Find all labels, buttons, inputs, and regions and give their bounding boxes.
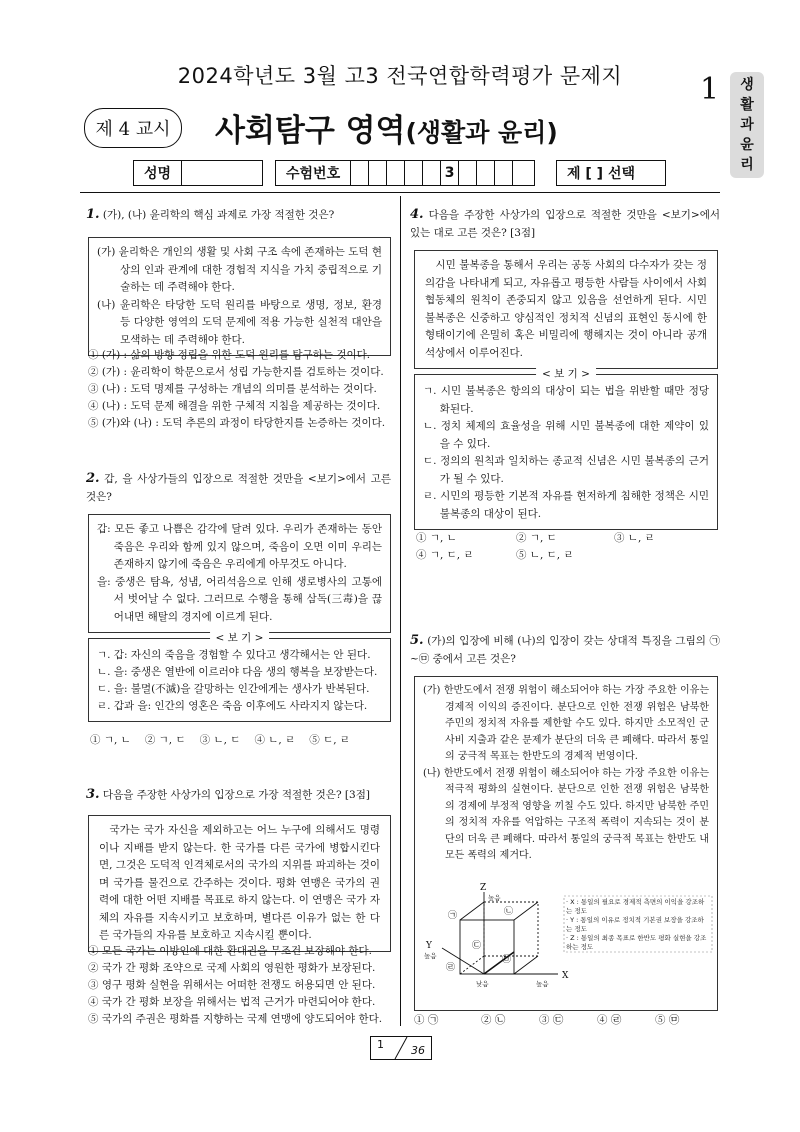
- question-number: 5.: [410, 633, 424, 648]
- passage-item: (나) 한반도에서 전쟁 위험이 해소되어야 하는 가장 주요한 이유는 적극적 평화의 실현이다. 분단으로 인한 전쟁 위험은 남북한의 경제에 부정적 영향을 끼칠 수도 있다. 하지만 남북한 주민의 정치적 자유를 억압하는 구조적 폭력이 지속되는 것이 분단의 더욱 큰 폐해다. 따라서 통일의 궁극적 목표는 한반도 내 모든 폭력의 제거다.: [423, 767, 709, 861]
- exam-number-cell[interactable]: [459, 161, 477, 185]
- side-tab-char: 과: [740, 117, 754, 133]
- exam-number-digit: 3: [441, 161, 459, 185]
- question-number: 1.: [86, 207, 100, 222]
- question-text: 다음을 주장한 사상가의 입장으로 가장 적절한 것은? [3점]: [102, 789, 370, 801]
- passage-item: 을: 중생은 탐욕, 성냄, 어리석음으로 인해 생로병사의 고통에서 벗어날 수 없다. 그러므로 수행을 통해 삼독(三毒)을 끊어내면 해탈의 경지에 이르게 된다.: [97, 575, 382, 623]
- question-3-options: [88, 943, 393, 1028]
- answer-option[interactable]: ③ ㄴ, ㄷ: [199, 734, 241, 746]
- answer-option[interactable]: ⑤ ㄴ, ㄷ, ㄹ: [516, 549, 574, 561]
- question-2-bogi: [88, 632, 391, 722]
- answer-option[interactable]: ② 국가 간 평화 조약으로 국제 사회의 영원한 평화가 보장된다.: [88, 962, 376, 974]
- exam-number-cell[interactable]: [387, 161, 405, 185]
- answer-option[interactable]: ⑤ 국가의 주권은 평화를 지향하는 국제 연맹에 양도되어야 한다.: [88, 1013, 383, 1025]
- question-3-stem: [86, 786, 391, 804]
- exam-title: 2024학년도 3월 고3 전국연합학력평가 문제지: [177, 64, 623, 88]
- answer-option[interactable]: ② ㄱ, ㄷ: [516, 532, 557, 544]
- question-5-stem: [410, 632, 720, 668]
- footer-total: 36: [411, 1044, 425, 1057]
- side-tab-char: 활: [740, 97, 754, 113]
- question-text: 갑, 을 사상가들의 입장으로 적절한 것만을 <보기>에서 고른 것은?: [86, 473, 391, 503]
- answer-option[interactable]: ① (가) : 삶의 방향 정립을 위한 도덕 원리를 탐구하는 것이다.: [88, 349, 371, 361]
- legend-item: · X : 통일의 필요로 경제적 측면의 이익을 강조하는 정도: [566, 898, 705, 915]
- answer-option[interactable]: ⑤ ㉤: [655, 1014, 680, 1026]
- side-tab-char: 생: [740, 77, 754, 93]
- answer-option[interactable]: ④ 국가 간 평화 보장을 위해서는 법적 근거가 마련되어야 한다.: [88, 996, 376, 1008]
- bogi-item: ㄱ. 시민 불복종은 항의의 대상이 되는 법을 위반할 때만 정당화된다.: [423, 385, 709, 415]
- question-number: 3.: [86, 787, 100, 802]
- choice-label: 제 [ ] 선택: [567, 166, 635, 182]
- question-1-passage: [88, 237, 391, 356]
- column-divider: [400, 196, 401, 1026]
- exam-number-cell[interactable]: [369, 161, 387, 185]
- page-footer: [370, 1036, 432, 1060]
- answer-option[interactable]: ① ㉠: [414, 1014, 439, 1026]
- point-label: ㉢: [472, 941, 482, 951]
- answer-option[interactable]: ③ 영구 평화 실현을 위해서는 어떠한 전쟁도 허용되면 안 된다.: [88, 979, 376, 991]
- answer-option[interactable]: ② ㄱ, ㄷ: [144, 734, 186, 746]
- exam-number-cell[interactable]: [495, 161, 513, 185]
- bogi-item: ㄷ. 을: 불멸(不滅)을 갈망하는 인간에게는 생사가 반복된다.: [97, 683, 370, 695]
- axis-low-label: 낮음: [476, 980, 489, 988]
- question-text: (가)의 입장에 비해 (나)의 입장이 갖는 상대적 특징을 그림의 ㉠~㉤ 중에서 고른 것은?: [410, 635, 720, 665]
- exam-number-cell[interactable]: [405, 161, 423, 185]
- question-4-passage: 시민 불복종을 통해서 우리는 공동 사회의 다수자가 갖는 정의감을 나타내게 되고, 자유롭고 평등한 사람들 사이에서 사회 협동체의 원칙이 존중되지 않고 있음을 선언하게 된다. 시민 불복종은 신중하고 양심적인 정치적 신념의 표현인 동시에 한 형태이기에 은밀히 혹은 비밀리에 행해지는 것이 아니라 공개 석상에서 이루어진다.: [414, 250, 718, 369]
- choice-field[interactable]: [556, 160, 666, 186]
- axis-label-y: Y: [426, 941, 432, 951]
- answer-option[interactable]: ③ ㉢: [539, 1014, 564, 1026]
- bogi-item: ㄹ. 갑과 을: 인간의 영혼은 죽음 이후에도 사라지지 않는다.: [97, 700, 368, 712]
- answer-option[interactable]: ② ㉡: [481, 1014, 506, 1026]
- legend-item: · Z : 통일의 최종 목표로 한반도 평화 실현을 강조하는 정도: [566, 934, 707, 951]
- answer-option[interactable]: ⑤ ㄷ, ㄹ: [309, 734, 351, 746]
- figure-legend: [566, 898, 710, 952]
- axis-label-x: X: [562, 971, 569, 981]
- answer-option[interactable]: ③ ㄴ, ㄹ: [614, 532, 655, 544]
- subject-side-tab: [730, 72, 764, 178]
- name-input[interactable]: [182, 161, 262, 185]
- question-4-options: [416, 530, 716, 564]
- axis-high-label: 높음: [488, 894, 501, 902]
- point-label: ㉤: [502, 955, 512, 965]
- name-field[interactable]: [133, 160, 263, 186]
- exam-number-cell[interactable]: [513, 161, 534, 185]
- question-5-options: [414, 1012, 714, 1029]
- question-4-bogi: [414, 368, 718, 530]
- point-label: ㉡: [504, 907, 514, 917]
- question-text: (가), (나) 윤리학의 핵심 과제로 가장 적절한 것은?: [102, 209, 335, 221]
- question-2-stem: [86, 470, 391, 506]
- session-badge: 제 4 교시: [84, 108, 182, 148]
- question-2-passage: [88, 514, 391, 633]
- axis-high-label: 높음: [536, 980, 549, 988]
- question-number: 4.: [410, 207, 424, 222]
- bogi-item: ㄱ. 갑: 자신의 죽음을 경험할 수 있다고 생각해서는 안 된다.: [97, 649, 371, 661]
- side-tab-char: 윤: [740, 137, 754, 153]
- answer-option[interactable]: ① ㄱ, ㄴ: [90, 734, 131, 746]
- exam-number-cell[interactable]: [423, 161, 441, 185]
- question-3-passage: 국가는 국가 자신을 제외하고는 어느 누구에 의해서도 명령이나 지배를 받지 않는다. 한 국가를 다른 국가에 병합시킨다면, 그것은 도덕적 인격체로서의 국가의 지위를 파괴하는 것이며 국가를 물건으로 간주하는 것이다. 평화 연맹은 국가의 권력에 대한 어떤 지배를 목표로 하지 않는다. 이 연맹은 국가 자체의 자유를 지속시키고 보호하며, 별다른 이유가 없는 한 다른 국가들의 자유를 보호하고 지속시킬 뿐이다.: [88, 815, 391, 952]
- legend-item: · Y : 통일의 이유로 정치적 기본권 보장을 강조하는 정도: [566, 916, 704, 933]
- axis-label-z: Z: [480, 883, 487, 893]
- answer-option[interactable]: ③ (나) : 도덕 명제를 구성하는 개념의 의미를 분석하는 것이다.: [88, 383, 377, 395]
- question-4-stem: [410, 206, 720, 242]
- point-label: ㉣: [446, 963, 456, 973]
- bogi-item: ㄹ. 시민의 평등한 기본적 자유를 현저하게 침해한 정책은 시민 불복종의 대상이 된다.: [423, 490, 709, 520]
- question-number: 2.: [86, 471, 100, 486]
- exam-number-field[interactable]: [275, 160, 535, 186]
- answer-option[interactable]: ① ㄱ, ㄴ: [416, 532, 457, 544]
- answer-option[interactable]: ④ ㄱ, ㄷ, ㄹ: [416, 549, 474, 561]
- passage-item: 갑: 모든 좋고 나쁨은 감각에 달려 있다. 우리가 존재하는 동안 죽음은 우리와 함께 있지 않으며, 죽음이 오면 이미 우리는 존재하지 않기에 죽음은 우리에게 아무것도 아니다.: [97, 523, 382, 570]
- question-1-stem: [86, 206, 391, 224]
- axis-high-label: 높음: [424, 952, 437, 960]
- answer-option[interactable]: ② (가) : 윤리학이 학문으로서 성립 가능한지를 검토하는 것이다.: [88, 366, 384, 378]
- exam-number-cell[interactable]: [351, 161, 369, 185]
- bogi-label: < 보 기 >: [210, 630, 270, 648]
- answer-option[interactable]: ⑤ (가)와 (나) : 도덕 추론의 과정이 타당한지를 논증하는 것이다.: [88, 417, 386, 429]
- bogi-item: ㄷ. 정의의 원칙과 일치하는 종교적 신념은 시민 불복종의 근거가 될 수 있다.: [423, 455, 709, 485]
- name-label: 성명: [134, 161, 182, 185]
- footer-page: 1: [377, 1038, 384, 1051]
- answer-option[interactable]: ① 모든 국가는 이방인에 대한 환대권을 무조건 보장해야 한다.: [88, 945, 372, 957]
- point-label: ㉠: [448, 911, 458, 921]
- answer-option[interactable]: ④ ㉣: [597, 1014, 622, 1026]
- subject-main: 사회탐구 영역: [215, 113, 406, 149]
- answer-option[interactable]: ④ (나) : 도덕 문제 해결을 위한 구체적 지침을 제공하는 것이다.: [88, 400, 381, 412]
- question-1-options: [88, 347, 393, 432]
- side-tab-char: 리: [740, 157, 754, 173]
- passage-item: (가) 한반도에서 전쟁 위험이 해소되어야 하는 가장 주요한 이유는 경제적 이익의 증진이다. 분단으로 인한 전쟁 위험은 남북한 주민의 정치적 자유를 제한할 수도 있다. 하지만 소모적인 군사비 지출과 같은 문제가 분단의 더욱 큰 폐해다. 따라서 통일의 궁극적 목표는 한반도의 경제적 번영이다.: [423, 685, 709, 762]
- exam-number-label: 수험번호: [276, 161, 351, 185]
- passage-item: (가) 윤리학은 개인의 생활 및 사회 구조 속에 존재하는 도덕 현상의 인과 관계에 대한 경험적 지식을 가치 중립적으로 기술하는 데 주력해야 한다.: [97, 246, 383, 293]
- passage-item: (나) 윤리학은 타당한 도덕 원리를 바탕으로 생명, 정보, 환경 등 다양한 영역의 도덕 문제에 적용 가능한 실천적 대안을 모색하는 데 주력해야 한다.: [97, 298, 382, 346]
- subject-sub: (생활과 윤리): [405, 118, 558, 147]
- answer-option[interactable]: ④ ㄴ, ㄹ: [254, 734, 296, 746]
- subject-title: [215, 105, 558, 150]
- header-rule: [80, 192, 720, 193]
- question-2-options: [90, 732, 390, 749]
- exam-number-cell[interactable]: [477, 161, 495, 185]
- bogi-item: ㄴ. 을: 중생은 열반에 이르러야 다음 생의 행복을 보장받는다.: [97, 666, 378, 678]
- page-number: 1: [700, 72, 720, 107]
- question-text: 다음을 주장한 사상가의 입장으로 적절한 것만을 <보기>에서 있는 대로 고른 것은? [3점]: [410, 209, 720, 239]
- bogi-label: < 보 기 >: [536, 366, 596, 384]
- bogi-item: ㄴ. 정치 체제의 효율성을 위해 시민 불복종에 대한 제약이 있을 수 있다.: [423, 420, 709, 450]
